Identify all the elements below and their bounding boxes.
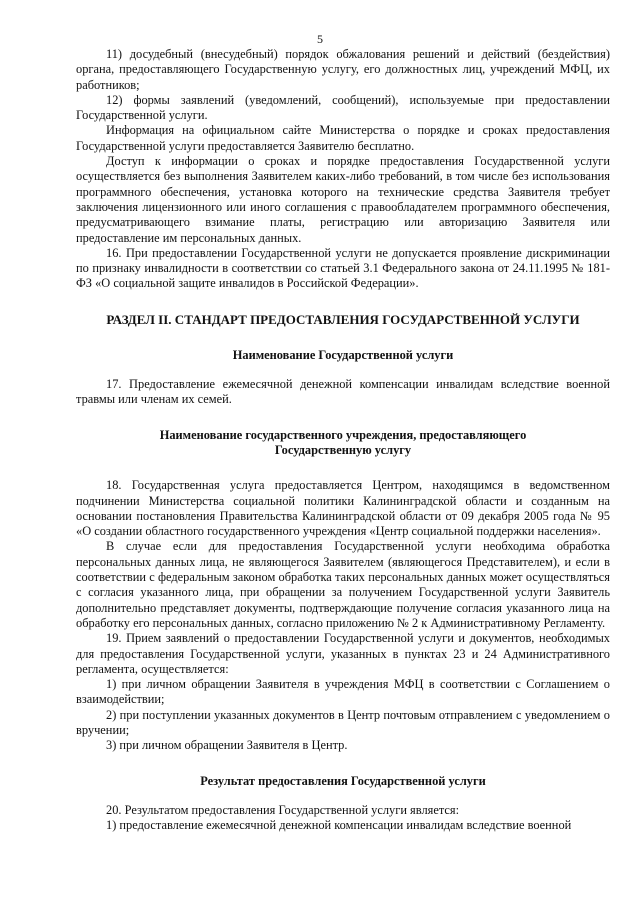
paragraph-website-info: Информация на официальном сайте Министерства о порядке и сроках предоставления Государственной услуги предоставляется Заявителю бесплатно.	[76, 123, 610, 153]
paragraph-20: 20. Результатом предоставления Государственной услуги является:	[106, 802, 460, 817]
spacer	[76, 408, 610, 428]
heading-institution-line-2: Государственную услугу	[274, 442, 412, 457]
spacer	[76, 363, 610, 377]
paragraph-17: 17. Предоставление ежемесячной денежной компенсации инвалидам вследствие военной травмы или членам их семей.	[76, 377, 610, 407]
heading-result: Результат предоставления Государственной услуги	[200, 773, 486, 788]
section-title: РАЗДЕЛ II. СТАНДАРТ ПРЕДОСТАВЛЕНИЯ ГОСУДАРСТВЕННОЙ УСЛУГИ	[106, 311, 580, 327]
paragraph-access-info: Доступ к информации о сроках и порядке предоставления Государственной услуги осуществляется без выполнения Заявителем каких-либо требований, в том числе без использования программного обеспечения, установка которого на технические средства Заявителя требует заключения лицензионного или иного соглашения с правообладателем программного обеспечения, предусматривающего взимание платы, регистрацию или авторизацию Заявителя или предоставление им персональных данных.	[76, 154, 610, 245]
paragraph-item-11: 11) досудебный (внесудебный) порядок обжалования решений и действий (бездействия) органа, предоставляющего Государственную услугу, его должностных лиц, учреждений МФЦ, их работников;	[76, 47, 610, 92]
list-item-3: 3) при личном обращении Заявителя в Центр.	[106, 738, 348, 753]
heading-service-name: Наименование Государственной услуги	[232, 347, 454, 362]
list-item-1: 1) при личном обращении Заявителя в учреждения МФЦ в соответствии с Соглашением о взаимодействии;	[76, 677, 610, 707]
document-body	[76, 47, 610, 833]
paragraph-18: 18. Государственная услуга предоставляется Центром, находящимся в ведомственном подчинении Министерства социальной политики Калининградской области и созданным на основании постановления Правительства Калининградской области от 09 декабря 2005 года № 95 «О создании областного государственного учреждения «Центр социальной поддержки населения».	[76, 478, 610, 539]
page-number: 5	[317, 32, 323, 46]
paragraph-item-12: 12) формы заявлений (уведомлений, сообщений), используемые при предоставлении Государственной услуги.	[76, 92, 610, 123]
spacer	[76, 458, 610, 478]
spacer	[76, 292, 610, 312]
list-item-2: 2) при поступлении указанных документов в Центр почтовым отправлением с уведомлением о вручении;	[76, 707, 610, 737]
spacer	[76, 789, 610, 803]
paragraph-personal-data: В случае если для предоставления Государственной услуги необходима обработка персональных данных лица, не являющегося Заявителем (являющегося Представителем), и если в соответствии с федеральным законом обработка таких персональных данных может осуществляться с согласия указанного лица, при обращении за получением Государственной услуги Заявитель дополнительно представляет документы, подтверждающие получение согласия указанного лица на обработку его персональных данных, согласно приложению № 2 к Административному Регламенту.	[76, 539, 610, 630]
paragraph-19: 19. Прием заявлений о предоставлении Государственной услуги и документов, необходимых для предоставления Государственной услуги, указанных в пунктах 23 и 24 Административного регламента, осуществляется:	[76, 631, 610, 676]
heading-institution-line-1: Наименование государственного учреждения, предоставляющего	[159, 427, 527, 442]
paragraph-20-item-1: 1) предоставление ежемесячной денежной компенсации инвалидам вследствие военной	[106, 818, 572, 833]
paragraph-16: 16. При предоставлении Государственной услуги не допускается проявление дискриминации по признаку инвалидности в соответствии со статьей 3.1 Федерального закона от 24.11.1995 № 181-ФЗ «О социальной защите инвалидов в Российской Федерации».	[76, 245, 610, 291]
spacer	[76, 754, 610, 774]
spacer	[76, 328, 610, 348]
